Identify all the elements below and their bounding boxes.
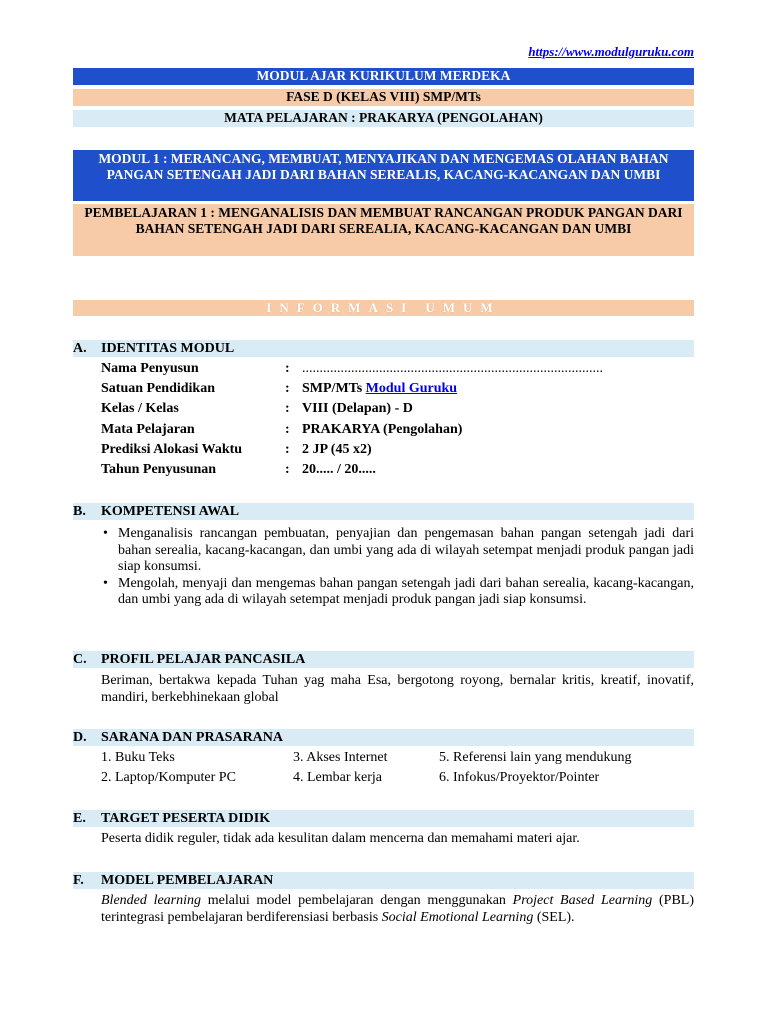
website-link[interactable]: https://www.modulguruku.com bbox=[528, 44, 694, 59]
list-item: 1. Buku Teks bbox=[101, 750, 175, 765]
lesson-heading-banner: PEMBELAJARAN 1 : MENGANALISIS DAN MEMBUAT RANCANGAN PRODUK PANGAN DARI BAHAN SETENGAH JADI DARI SEREALIA, KACANG-KACANGAN DAN UMBI bbox=[73, 204, 694, 256]
row-colon: : bbox=[285, 381, 290, 396]
general-info-banner: INFORMASI UMUM bbox=[73, 300, 694, 316]
section-letter: C. bbox=[73, 652, 87, 667]
section-title: TARGET PESERTA DIDIK bbox=[101, 811, 271, 826]
row-colon: : bbox=[285, 442, 290, 457]
section-b-header bbox=[73, 503, 694, 520]
section-title: KOMPETENSI AWAL bbox=[101, 504, 240, 519]
blank-dots: ...................................................................................... bbox=[302, 361, 603, 376]
section-title: IDENTITAS MODUL bbox=[101, 341, 235, 356]
row-label: Nama Penyusun bbox=[101, 361, 199, 376]
row-value: VIII (Delapan) - D bbox=[302, 401, 413, 416]
target-students-text: Peserta didik reguler, tidak ada kesulitan dalam mencerna dan memahami materi ajar. bbox=[101, 831, 580, 846]
row-label: Mata Pelajaran bbox=[101, 422, 195, 437]
module-title-banner: MODUL AJAR KURIKULUM MERDEKA bbox=[73, 68, 694, 85]
section-a-header bbox=[73, 340, 694, 357]
list-item: 5. Referensi lain yang mendukung bbox=[439, 750, 632, 765]
section-letter: F. bbox=[73, 873, 84, 888]
module-heading-banner: MODUL 1 : MERANCANG, MEMBUAT, MENYAJIKAN DAN MENGEMAS OLAHAN BAHAN PANGAN SETENGAH JADI DARI BAHAN SEREALIS, KACANG-KACANGAN DAN UMBI bbox=[73, 150, 694, 201]
list-item: 3. Akses Internet bbox=[293, 750, 388, 765]
list-item: • Mengolah, menyaji dan mengemas bahan pangan setengah jadi dari bahan serealia, kacang-kacangan, dan umbi yang ada di wilayah setempat menjadi produk pangan jadi siap konsumsi. bbox=[101, 576, 694, 609]
sel-term: Social Emotional Learning bbox=[381, 909, 534, 925]
section-letter: B. bbox=[73, 504, 86, 519]
list-item: 6. Infokus/Proyektor/Pointer bbox=[439, 770, 600, 785]
school-text: SMP/MTs bbox=[302, 381, 363, 396]
section-letter: A. bbox=[73, 341, 87, 356]
row-label: Prediksi Alokasi Waktu bbox=[101, 442, 243, 457]
section-title: SARANA DAN PRASARANA bbox=[101, 730, 284, 745]
section-d-header bbox=[73, 729, 694, 746]
section-f-header bbox=[73, 872, 694, 889]
row-label: Satuan Pendidikan bbox=[101, 381, 215, 396]
row-colon: : bbox=[285, 361, 290, 376]
row-colon: : bbox=[285, 401, 290, 416]
row-value: PRAKARYA (Pengolahan) bbox=[302, 422, 463, 437]
list-item: • Menganalisis rancangan pembuatan, penyajian dan pengemasan bahan pangan setengah jadi dari bahan serealia, kacang-kacangan, dan umbi yang ada di wilayah setempat menjadi produk pangan jadi siap konsumsi. bbox=[101, 526, 694, 576]
modul-guruku-link[interactable]: Modul Guruku bbox=[365, 381, 458, 396]
pancasila-profile-text: Beriman, bertakwa kepada Tuhan yag maha Esa, bergotong royong, bernalar kritis, kreatif, inovatif, mandiri, berkebhinekaan global bbox=[101, 673, 694, 705]
pbl-term: Project Based Learning bbox=[512, 893, 653, 908]
row-value: 2 JP (45 x2) bbox=[302, 442, 372, 457]
text-run: (SEL). bbox=[533, 909, 575, 925]
phase-banner: FASE D (KELAS VIII) SMP/MTs bbox=[73, 89, 694, 106]
row-label: Tahun Penyusunan bbox=[101, 462, 217, 477]
text-run: melalui model pembelajaran dengan menggunakan bbox=[201, 893, 513, 908]
blended-learning-term: Blended learning bbox=[101, 893, 202, 908]
text-run: (PBL) terintegrasi pembelajaran berdiferensiasi berbasis bbox=[101, 893, 695, 925]
list-item: 4. Lembar kerja bbox=[293, 770, 383, 785]
competency-list bbox=[101, 526, 694, 609]
row-colon: : bbox=[285, 422, 290, 437]
row-value bbox=[302, 379, 457, 399]
subject-banner: MATA PELAJARAN : PRAKARYA (PENGOLAHAN) bbox=[73, 110, 694, 127]
row-label: Kelas / Kelas bbox=[101, 401, 179, 416]
row-colon: : bbox=[285, 462, 290, 477]
learning-model-text bbox=[101, 893, 694, 926]
section-e-header bbox=[73, 810, 694, 827]
section-title: MODEL PEMBELAJARAN bbox=[101, 873, 274, 888]
section-title: PROFIL PELAJAR PANCASILA bbox=[101, 652, 306, 667]
section-c-header bbox=[73, 651, 694, 668]
row-value bbox=[302, 359, 603, 379]
row-value: 20..... / 20..... bbox=[302, 462, 376, 477]
section-letter: D. bbox=[73, 730, 87, 745]
section-letter: E. bbox=[73, 811, 86, 826]
list-item: 2. Laptop/Komputer PC bbox=[101, 770, 236, 785]
